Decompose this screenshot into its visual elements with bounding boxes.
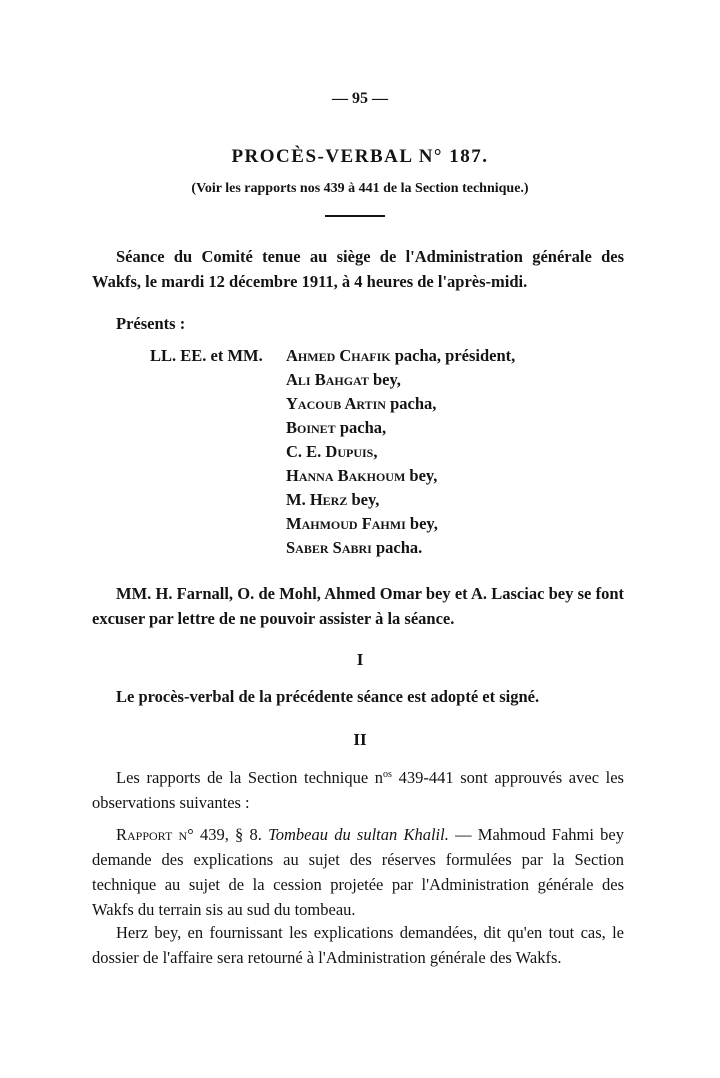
attendee-name: Saber Sabri — [286, 538, 372, 557]
attendee-name: Mahmoud Fahmi — [286, 514, 406, 533]
title-divider — [325, 215, 385, 217]
attendee-name: Boinet — [286, 418, 336, 437]
section-heading-1: I — [356, 650, 364, 669]
attendee-title: bey, — [368, 370, 401, 389]
intro-superscript: os — [383, 769, 392, 780]
page-title: PROCÈS-VERBAL N° 187. — [231, 146, 489, 167]
attendee-row — [150, 416, 590, 440]
report-text: — Mahmoud Fahmi bey demande des explications au sujet des réserves formulées par la Section technique au sujet de la cession projetée par l'Administration générale des Wakfs du terrain sis au sud du tombeau. — [92, 825, 625, 919]
attendee-lead: LL. EE. et MM. — [150, 346, 263, 365]
attendee-title: pacha. — [371, 538, 423, 557]
attendee-name: Yacoub Artin — [286, 394, 386, 413]
attendee-name: M. Herz — [286, 490, 348, 509]
presents-label: Présents : — [116, 314, 186, 333]
attendee-title: bey, — [405, 466, 438, 485]
attendee-row — [150, 536, 590, 560]
report-title: Tombeau du sultan Khalil. — [268, 825, 449, 844]
attendee-name: Ahmed Chafik — [286, 346, 391, 365]
page-number: — 95 — — [332, 90, 388, 107]
excused-paragraph: MM. H. Farnall, O. de Mohl, Ahmed Omar bey et A. Lasciac bey se font excuser par lettre de ne pouvoir assister à la séance. — [92, 584, 624, 628]
section2-intro-paragraph — [92, 762, 624, 815]
attendee-title: pacha, — [385, 394, 437, 413]
attendee-row — [150, 440, 590, 464]
closing-paragraph: Herz bey, en fournissant les explications demandées, dit qu'en tout cas, le dossier de l'affaire sera retourné à l'Administration générale des Wakfs. — [92, 923, 624, 967]
attendee-row — [150, 368, 590, 392]
attendee-list — [150, 344, 590, 560]
attendee-title: pacha, président, — [390, 346, 516, 365]
page-subtitle: (Voir les rapports nos 439 à 441 de la Section technique.) — [191, 181, 529, 196]
report-paragraph — [92, 822, 624, 922]
attendee-name: C. E. Dupuis — [286, 442, 374, 461]
section-heading-2: II — [353, 730, 367, 749]
intro-text-b: 439-441 sont approuvés avec les observations suivantes : — [92, 768, 624, 812]
attendee-row — [150, 392, 590, 416]
attendee-row — [150, 488, 590, 512]
intro-text-a: Les rapports de la Section technique n — [116, 768, 384, 787]
attendee-name: Ali Bahgat — [286, 370, 369, 389]
report-label: Rapport n° 439, § 8. — [116, 825, 262, 844]
attendee-title: bey, — [405, 514, 438, 533]
section1-paragraph: Le procès-verbal de la précédente séance est adopté et signé. — [116, 687, 540, 706]
attendee-title: , — [373, 442, 378, 461]
opening-paragraph: Séance du Comité tenue au siège de l'Administration générale des Wakfs, le mardi 12 décembre 1911, à 4 heures de l'après-midi. — [92, 247, 624, 291]
attendee-row — [150, 512, 590, 536]
attendee-name: Hanna Bakhoum — [286, 466, 406, 485]
attendee-row — [150, 344, 590, 368]
attendee-title: pacha, — [335, 418, 387, 437]
attendee-title: bey, — [347, 490, 380, 509]
attendee-row — [150, 464, 590, 488]
